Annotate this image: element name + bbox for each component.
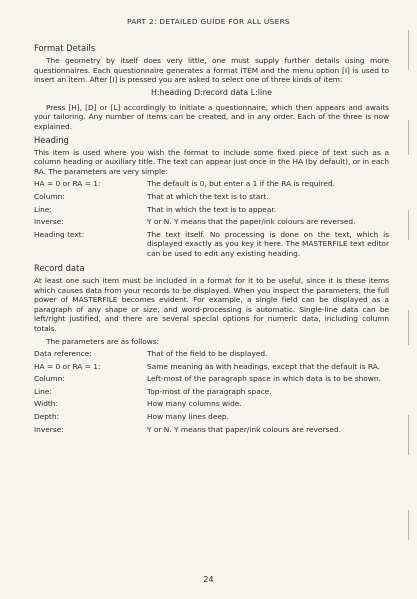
param-name: HA = 0 or RA = 1: xyxy=(34,179,101,189)
page-number: 24 xyxy=(203,575,214,584)
param-name: Column: xyxy=(34,374,65,384)
format-details-paragraph-2: Press [H], [D] or [L] accordingly to initiate a questionnaire, which then appears and awaits your tailoring. Any number of items can be created, and in any order. Each of the three is now explained. xyxy=(34,102,389,131)
param-description: That at which the text is to start. xyxy=(147,191,269,201)
param-row xyxy=(34,387,389,396)
binding-mark xyxy=(408,210,409,240)
record-data-paragraph: At least one such item must be included in a format for it to be useful, since it is these items which causes data from your records to be displayed. When you inspect the parameters, the full power of MASTERFILE becomes evident. For example, a single field can be displayed as a paragraph of any shape or size, and word-processing is automatic. Single-line data can be left/right justified, and there are several special options for numeric data, including column totals. xyxy=(34,275,389,333)
param-row xyxy=(34,425,389,434)
param-row xyxy=(34,192,389,201)
param-row xyxy=(34,217,389,226)
heading-parameters xyxy=(34,179,389,258)
param-name: Inverse: xyxy=(34,424,64,434)
record-data-intro: The parameters are as follows: xyxy=(46,336,159,346)
param-description: How many lines deep. xyxy=(147,412,229,422)
format-details-heading: Format Details xyxy=(34,43,96,53)
param-row xyxy=(34,230,389,258)
param-row xyxy=(34,205,389,214)
param-row xyxy=(34,412,389,421)
param-description: How many columns wide. xyxy=(147,399,242,409)
binding-mark xyxy=(408,510,409,540)
record-data-parameters xyxy=(34,349,389,434)
record-data-heading: Record data xyxy=(34,262,85,273)
heading-section-paragraph: This item is used where you wish the format to include some fixed piece of text such as a column heading or auxiliary title. The text can appear just once in the HA (by default), or in each RA. The parameters are very simple: xyxy=(34,147,389,176)
param-name: Line: xyxy=(34,204,52,214)
param-description: Y or N. Y means that paper/ink colours are reversed. xyxy=(147,424,341,434)
binding-mark xyxy=(408,30,409,70)
param-description: That in which the text is to appear. xyxy=(147,204,277,214)
param-description: Top-most of the paragraph space. xyxy=(147,386,272,396)
binding-mark xyxy=(408,415,409,455)
binding-mark xyxy=(408,310,409,345)
param-name: Inverse: xyxy=(34,217,64,227)
param-name: Line: xyxy=(34,386,52,396)
param-row xyxy=(34,362,389,371)
param-description: That of the field to be displayed. xyxy=(147,349,268,359)
param-description: Y or N. Y means that the paper/ink colours are reversed. xyxy=(147,217,356,227)
param-row xyxy=(34,374,389,383)
binding-edge xyxy=(401,20,411,580)
param-name: HA = 0 or RA = 1: xyxy=(34,361,101,371)
param-name: Heading text: xyxy=(34,229,85,239)
format-details-paragraph-1: The geometry by itself does very little, one must supply further details using more questionnaires. Each questionnaire generates a format ITEM and the menu option [I] is used to insert an item. After [I] is pressed you are asked to select one of three kinds of item: xyxy=(34,56,389,85)
param-description: The default is 0, but enter a 1 if the RA is required. xyxy=(147,179,336,189)
param-row xyxy=(34,179,389,188)
param-name: Depth: xyxy=(34,412,60,422)
param-row xyxy=(34,399,389,408)
param-description: The text itself. No processing is done on the text, which is displayed exactly as you key it here. The MASTERFILE text editor can be used to edit any existing heading. xyxy=(147,229,389,258)
param-name: Column: xyxy=(34,191,65,201)
running-head: PART 2: DETAILED GUIDE FOR ALL USERS xyxy=(126,17,291,26)
binding-mark xyxy=(408,120,409,155)
param-name: Width: xyxy=(34,399,58,409)
item-kind-choices: H:heading D:record data L:line xyxy=(150,87,273,97)
param-description: Left-most of the paragraph space in which data is to be shown. xyxy=(147,374,381,384)
param-row xyxy=(34,349,389,358)
param-name: Data reference: xyxy=(34,349,92,359)
param-description: Same meaning as with headings, except that the default is RA. xyxy=(147,361,381,371)
heading-section-heading: Heading xyxy=(34,134,69,145)
page-content xyxy=(34,43,389,439)
